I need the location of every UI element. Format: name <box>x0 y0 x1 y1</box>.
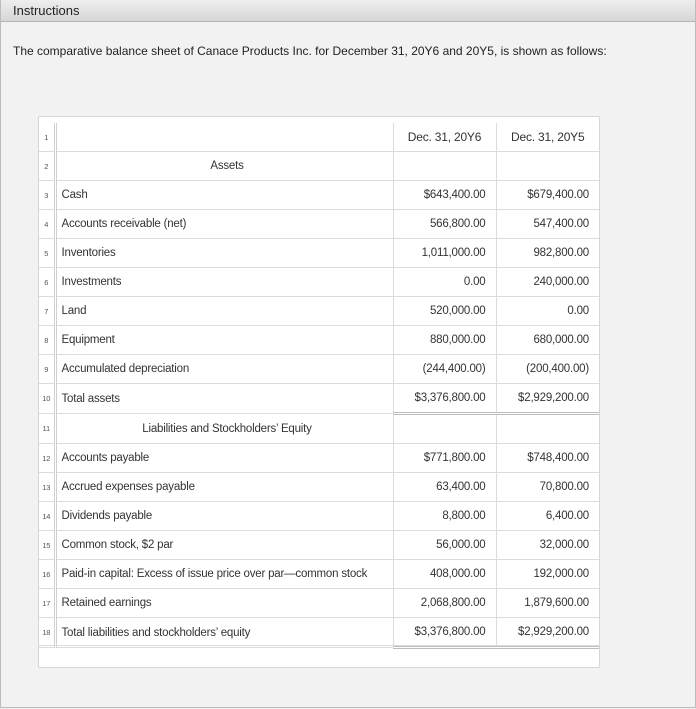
table-row <box>39 268 599 297</box>
cell-20y6: 56,000.00 <box>393 531 496 560</box>
row-number: 12 <box>39 444 55 473</box>
cell-20y6 <box>393 152 496 181</box>
cell-20y5: 70,800.00 <box>496 473 599 502</box>
window-title: Instructions <box>13 3 80 18</box>
cell-20y6: 0.00 <box>393 268 496 297</box>
table-row <box>39 560 599 589</box>
row-number: 11 <box>39 414 55 444</box>
row-label: Inventories <box>55 239 393 268</box>
row-label: Paid-in capital: Excess of issue price over par—common stock <box>55 560 393 589</box>
table-row <box>39 181 599 210</box>
cell-20y6: $771,800.00 <box>393 444 496 473</box>
row-label: Dividends payable <box>55 502 393 531</box>
row-number: 10 <box>39 384 55 414</box>
row-number: 5 <box>39 239 55 268</box>
table-row <box>39 326 599 355</box>
row-number: 6 <box>39 268 55 297</box>
row-label: Common stock, $2 par <box>55 531 393 560</box>
cell-20y5 <box>496 152 599 181</box>
cell-20y5: 6,400.00 <box>496 502 599 531</box>
row-label: Total liabilities and stockholders’ equity <box>55 618 393 648</box>
table-row <box>39 123 599 152</box>
cell-20y5: 32,000.00 <box>496 531 599 560</box>
cell-20y5: $2,929,200.00 <box>496 618 599 648</box>
cell-20y6: 8,800.00 <box>393 502 496 531</box>
row-number: 3 <box>39 181 55 210</box>
cell-20y5: 982,800.00 <box>496 239 599 268</box>
row-label: Accumulated depreciation <box>55 355 393 384</box>
row-number: 15 <box>39 531 55 560</box>
title-bar <box>1 0 695 22</box>
column-header-20y6: Dec. 31, 20Y6 <box>393 123 496 152</box>
row-number: 13 <box>39 473 55 502</box>
row-number: 16 <box>39 560 55 589</box>
table-row <box>39 239 599 268</box>
cell-20y5: 680,000.00 <box>496 326 599 355</box>
cell-20y6: 520,000.00 <box>393 297 496 326</box>
row-label: Accrued expenses payable <box>55 473 393 502</box>
balance-sheet-table <box>39 123 599 649</box>
table-row <box>39 589 599 618</box>
section-heading-assets: Assets <box>55 152 393 181</box>
cell-20y5: $679,400.00 <box>496 181 599 210</box>
balance-sheet-panel <box>38 116 600 668</box>
row-label: Equipment <box>55 326 393 355</box>
cell-20y6: 2,068,800.00 <box>393 589 496 618</box>
row-number: 8 <box>39 326 55 355</box>
row-number: 7 <box>39 297 55 326</box>
cell-20y5: (200,400.00) <box>496 355 599 384</box>
cell-20y6: 63,400.00 <box>393 473 496 502</box>
row-number: 4 <box>39 210 55 239</box>
row-number: 2 <box>39 152 55 181</box>
cell-20y6: 408,000.00 <box>393 560 496 589</box>
cell-20y6: $643,400.00 <box>393 181 496 210</box>
cell-20y6 <box>393 414 496 444</box>
table-row <box>39 414 599 444</box>
row-number: 9 <box>39 355 55 384</box>
row-label: Accounts payable <box>55 444 393 473</box>
table-row <box>39 297 599 326</box>
table-row <box>39 210 599 239</box>
table-row-total-liabilities-equity <box>39 618 599 648</box>
cell-20y6: (244,400.00) <box>393 355 496 384</box>
cell-20y5 <box>496 414 599 444</box>
section-heading-liabilities: Liabilities and Stockholders’ Equity <box>55 414 393 444</box>
row-label: Land <box>55 297 393 326</box>
row-label: Accounts receivable (net) <box>55 210 393 239</box>
cell-20y5: 0.00 <box>496 297 599 326</box>
table-row-total-assets <box>39 384 599 414</box>
table-footer-spacer <box>39 645 599 668</box>
cell-20y6: 566,800.00 <box>393 210 496 239</box>
cell-20y5: 192,000.00 <box>496 560 599 589</box>
row-label: Cash <box>55 181 393 210</box>
table-row <box>39 502 599 531</box>
table-row <box>39 152 599 181</box>
cell-20y5: $2,929,200.00 <box>496 384 599 414</box>
cell-20y5: 547,400.00 <box>496 210 599 239</box>
intro-text: The comparative balance sheet of Canace Products Inc. for December 31, 20Y6 and 20Y5, is shown as follows: <box>13 44 607 58</box>
row-number: 14 <box>39 502 55 531</box>
table-row <box>39 473 599 502</box>
cell-20y6: $3,376,800.00 <box>393 618 496 648</box>
row-number: 1 <box>39 123 55 152</box>
row-label: Total assets <box>55 384 393 414</box>
cell-20y6: 1,011,000.00 <box>393 239 496 268</box>
row-label: Investments <box>55 268 393 297</box>
cell-20y6: 880,000.00 <box>393 326 496 355</box>
cell-20y5: 1,879,600.00 <box>496 589 599 618</box>
table-row <box>39 531 599 560</box>
cell-20y6: $3,376,800.00 <box>393 384 496 414</box>
table-row <box>39 355 599 384</box>
column-header-20y5: Dec. 31, 20Y5 <box>496 123 599 152</box>
table-row <box>39 444 599 473</box>
row-number: 18 <box>39 618 55 648</box>
row-label <box>55 123 393 152</box>
cell-20y5: $748,400.00 <box>496 444 599 473</box>
row-number: 17 <box>39 589 55 618</box>
cell-20y5: 240,000.00 <box>496 268 599 297</box>
row-label: Retained earnings <box>55 589 393 618</box>
